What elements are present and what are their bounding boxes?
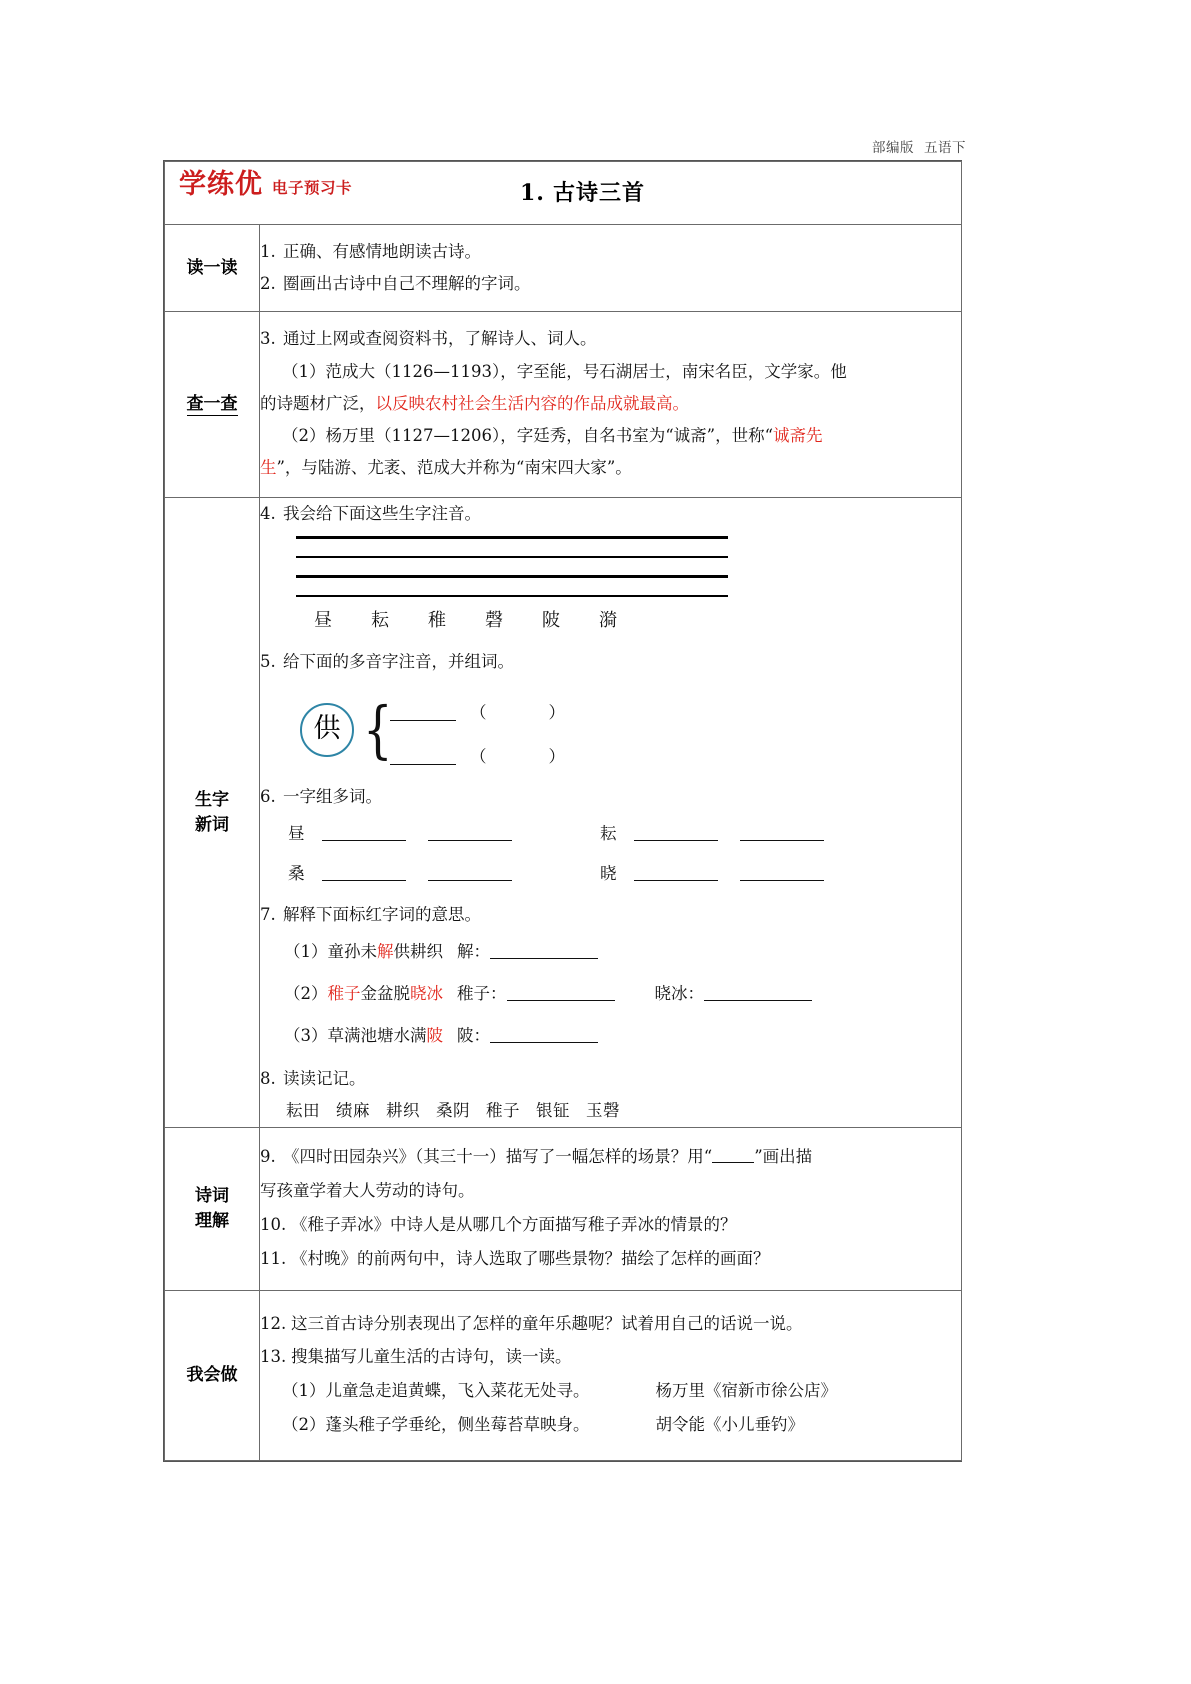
section-label-check-text: 查一查 (186, 394, 238, 415)
item-text: 通过上网或查阅资料书，了解诗人、词人。 (283, 329, 597, 349)
polyphone-exercise (260, 683, 961, 779)
table-row-comprehension (165, 1128, 962, 1290)
word-blank[interactable] (740, 826, 824, 841)
item-text: 解释下面标红字词的意思。 (283, 904, 481, 924)
list-item (260, 236, 961, 268)
word-building-row (260, 815, 961, 853)
explain-highlight: 解 (377, 941, 394, 961)
pinyin-grid-line-3 (296, 575, 728, 578)
explain-row-2 (260, 973, 961, 1015)
brace-icon: { (363, 692, 393, 766)
new-character-row (260, 603, 961, 638)
list-item (260, 1063, 961, 1095)
quote-text: 蓬头稚子学垂纶，侧坐莓苔草映身。 (325, 1415, 590, 1435)
list-item (260, 323, 961, 355)
circled-character (300, 703, 354, 757)
item-text: 读读记记。 (283, 1069, 366, 1089)
poet-entry-1-head: （1）范成大（1126—1193），字至能，号石湖居士，南宋名臣，文学家。他 (282, 361, 847, 381)
section-label-comprehension (165, 1128, 260, 1290)
explain-label: （3） (284, 1025, 328, 1045)
running-head (872, 136, 966, 156)
item-text: 一字组多词。 (283, 786, 382, 806)
explain-post: 供耕织 (393, 941, 443, 961)
section-body-newwords (260, 498, 962, 1128)
answer-blank[interactable] (490, 1028, 598, 1043)
polyphone-answer-row-1[interactable] (390, 697, 565, 729)
section-label-read (165, 225, 260, 312)
item-number: 1. (260, 242, 276, 261)
explain-row-3 (260, 1015, 961, 1057)
circled-character-text: 供 (313, 713, 341, 745)
list-item (260, 781, 961, 813)
item-number: 8. (260, 1069, 276, 1089)
item-number: 4. (260, 504, 276, 524)
list-item (260, 646, 961, 678)
page-title-number: 1. (520, 180, 545, 206)
quote-row (260, 1374, 961, 1408)
section-body-do (260, 1290, 962, 1460)
explain-pre: 草满池塘水满 (327, 1025, 427, 1045)
item-number: 6. (260, 786, 276, 806)
section-label-check (165, 312, 260, 498)
item-number: 10. (260, 1215, 287, 1235)
poet-entry-2-highlight-b: 生 (260, 458, 277, 478)
word-blank[interactable] (428, 826, 512, 841)
explain-highlight-b: 晓冰 (410, 983, 443, 1003)
poet-entry-1-black: 的诗题材广泛， (260, 393, 376, 413)
new-character: 昼 (314, 610, 332, 632)
worksheet-table (163, 160, 962, 1462)
new-character: 磬 (485, 610, 503, 632)
section-label-newwords-line1: 生字 (195, 790, 229, 811)
pinyin-grid-line-2 (296, 556, 728, 557)
quote-label: （2） (282, 1415, 326, 1435)
section-body-check (260, 312, 962, 498)
word-building-char: 昼 (288, 823, 305, 843)
section-label-newwords (165, 498, 260, 1128)
item-text: 圈画出古诗中自己不理解的字词。 (283, 274, 531, 294)
word-blank[interactable] (634, 826, 718, 841)
reading-word: 绩麻 (336, 1101, 370, 1121)
reading-word: 桑阴 (436, 1101, 470, 1121)
section-label-comprehension-line1: 诗词 (195, 1186, 229, 1207)
explain-prompt: 稚子： (457, 983, 507, 1003)
poet-entry-2-highlight-a: 诚斋先 (773, 425, 823, 445)
item-number: 5. (260, 652, 276, 672)
list-item-continuation (260, 1174, 961, 1208)
explain-highlight: 陂 (426, 1025, 443, 1045)
new-character: 陂 (542, 610, 560, 632)
list-item (260, 1340, 961, 1374)
word-building-char: 耘 (600, 823, 617, 843)
poet-entry-2-line1 (260, 420, 961, 452)
new-character: 稚 (428, 610, 446, 632)
item-text: 搜集描写儿童生活的古诗句，读一读。 (291, 1347, 572, 1367)
section-label-do-text: 我会做 (186, 1364, 238, 1385)
new-character: 耘 (371, 610, 389, 632)
item-text: 写孩童学着大人劳动的诗句。 (260, 1181, 475, 1201)
explain-prompt: 解： (457, 941, 490, 961)
word-blank[interactable] (322, 866, 406, 881)
word-blank[interactable] (428, 866, 512, 881)
poet-entry-2-tail: ”，与陆游、尤袤、范成大并称为“南宋四大家”。 (276, 458, 632, 478)
pinyin-four-line-grid[interactable] (296, 536, 728, 598)
quote-label: （1） (282, 1381, 326, 1401)
quote-row (260, 1408, 961, 1442)
item-number: 3. (260, 329, 276, 349)
reading-word: 耕织 (386, 1101, 420, 1121)
word-blank-parens[interactable]: （ ） (470, 702, 565, 722)
word-blank[interactable] (322, 826, 406, 841)
item-number: 7. (260, 904, 276, 924)
running-head-grade: 五语下 (924, 140, 966, 156)
reading-word: 银钲 (536, 1101, 570, 1121)
poet-entry-1-line2 (260, 388, 961, 420)
word-building-char: 桑 (288, 863, 305, 883)
item-number: 12. (260, 1313, 287, 1333)
pinyin-grid-line-1 (296, 536, 728, 539)
item-text: 这三首古诗分别表现出了怎样的童年乐趣呢？试着用自己的话说一说。 (291, 1313, 803, 1333)
section-body-read (260, 225, 962, 312)
item-text-b: ”画出描 (754, 1147, 813, 1167)
list-item (260, 268, 961, 300)
explain-row-1 (260, 931, 961, 973)
list-item (260, 1140, 961, 1174)
reading-word: 耘田 (286, 1101, 320, 1121)
list-item (260, 1242, 961, 1276)
reading-word: 玉磬 (586, 1101, 620, 1121)
quote-attribution: 胡令能《小儿垂钓》 (655, 1415, 804, 1435)
polyphone-answer-row-2[interactable] (390, 741, 565, 773)
section-label-newwords-line2: 新词 (195, 814, 229, 835)
word-building-char: 晓 (600, 863, 617, 883)
section-label-comprehension-line2: 理解 (195, 1211, 229, 1232)
poet-entry-1-highlight: 以反映农村社会生活内容的作品成就最高 (375, 393, 673, 413)
list-item (260, 498, 961, 530)
page-title-text: 古诗三首 (552, 180, 645, 206)
answer-blank[interactable] (704, 986, 812, 1001)
explain-pre: 童孙未 (327, 941, 377, 961)
answer-blank[interactable] (507, 986, 615, 1001)
poet-entry-1-tail: 。 (672, 393, 689, 413)
brand-subtitle: 电子预习卡 (272, 179, 353, 197)
explain-label: （2） (284, 983, 328, 1003)
table-row-newwords (165, 498, 962, 1128)
explain-highlight-a: 稚子 (327, 983, 361, 1003)
page-title (520, 176, 645, 207)
list-item (260, 899, 961, 931)
reading-word: 稚子 (486, 1101, 520, 1121)
running-head-edition: 部编版 (872, 140, 914, 156)
item-text-a: 《四时田园杂兴》（其三十一）描写了一幅怎样的场景？用“ (283, 1147, 713, 1167)
table-row-header (165, 162, 962, 225)
word-blank-parens[interactable]: （ ） (470, 746, 565, 766)
header-cell (165, 162, 962, 225)
item-text: 《稚子弄冰》中诗人是从哪几个方面描写稚子弄冰的情景的？ (291, 1215, 737, 1235)
table-row-check (165, 312, 962, 498)
section-body-comprehension (260, 1128, 962, 1290)
pinyin-blank[interactable] (390, 705, 456, 721)
explain-prompt: 陂： (457, 1025, 490, 1045)
answer-blank[interactable] (490, 944, 598, 959)
new-character: 漪 (599, 610, 617, 632)
list-item (260, 1208, 961, 1242)
explain-label: （1） (284, 941, 328, 961)
section-label-read-text: 读一读 (186, 257, 238, 278)
quote-text: 儿童急走追黄蝶，飞入菜花无处寻。 (325, 1381, 590, 1401)
explain-mid: 金盆脱 (360, 983, 410, 1003)
inline-blank[interactable] (712, 1149, 754, 1163)
word-blank[interactable] (634, 866, 718, 881)
brand-logo: 学练优 (179, 169, 263, 200)
poet-entry-2-line2 (260, 452, 961, 484)
explain-prompt: 晓冰： (654, 983, 704, 1003)
reading-words-row (260, 1095, 961, 1127)
table-row-read (165, 225, 962, 312)
quote-attribution: 杨万里《宿新市徐公店》 (655, 1381, 837, 1401)
item-number: 13. (260, 1347, 287, 1367)
word-blank[interactable] (740, 866, 824, 881)
item-text: 《村晚》的前两句中，诗人选取了哪些景物？描绘了怎样的画面？ (291, 1248, 770, 1268)
item-number: 9. (260, 1147, 276, 1167)
item-text: 正确、有感情地朗读古诗。 (283, 242, 481, 261)
item-text: 给下面的多音字注音，并组词。 (283, 652, 514, 672)
item-number: 11. (260, 1248, 287, 1268)
poet-entry-2-head: （2）杨万里（1127—1206），字廷秀，自名书室为“诚斋”，世称“ (282, 425, 774, 445)
word-building-row (260, 855, 961, 893)
section-label-do (165, 1290, 260, 1460)
table-row-do (165, 1290, 962, 1460)
pinyin-blank[interactable] (390, 749, 456, 765)
item-number: 2. (260, 274, 276, 294)
poet-entry-1-line1 (260, 356, 961, 388)
list-item (260, 1307, 961, 1341)
pinyin-grid-line-4 (296, 595, 728, 596)
item-text: 我会给下面这些生字注音。 (283, 504, 481, 524)
